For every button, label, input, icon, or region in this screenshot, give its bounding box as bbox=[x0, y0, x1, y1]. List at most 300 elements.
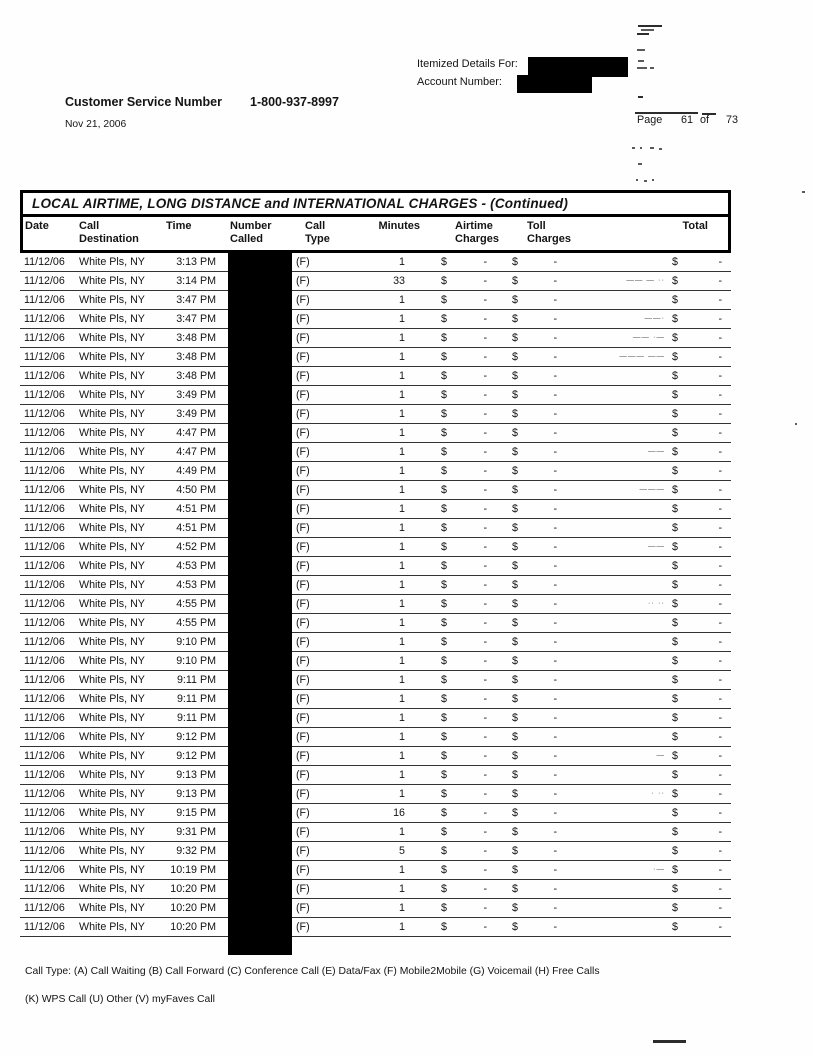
cell-airtime-amount: - bbox=[483, 674, 487, 686]
cell-airtime-currency: $ bbox=[441, 788, 447, 800]
cell-airtime-currency: $ bbox=[441, 674, 447, 686]
cell-total-currency: $ bbox=[672, 522, 678, 534]
cell-airtime-currency: $ bbox=[441, 465, 447, 477]
cell-total-currency: $ bbox=[672, 636, 678, 648]
cell-toll-amount: - bbox=[553, 807, 557, 819]
table-row bbox=[20, 538, 731, 557]
cell-toll-currency: $ bbox=[512, 845, 518, 857]
cell-toll-amount: - bbox=[553, 655, 557, 667]
cell-time: 9:11 PM bbox=[176, 693, 216, 705]
cell-toll-currency: $ bbox=[512, 826, 518, 838]
cell-minutes: 1 bbox=[399, 655, 405, 667]
scan-artifact bbox=[641, 29, 654, 31]
cell-date: 11/12/06 bbox=[24, 807, 65, 819]
cell-total-amount: - bbox=[718, 541, 722, 553]
charges-table bbox=[20, 190, 731, 937]
cell-airtime-amount: - bbox=[483, 579, 487, 591]
table-row bbox=[20, 291, 731, 310]
cell-time: 3:48 PM bbox=[176, 351, 216, 363]
cell-total-amount: - bbox=[718, 902, 722, 914]
table-row bbox=[20, 500, 731, 519]
scan-artifact bbox=[650, 67, 654, 69]
cell-toll-currency: $ bbox=[512, 503, 518, 515]
table-row bbox=[20, 595, 731, 614]
cell-airtime-amount: - bbox=[483, 427, 487, 439]
cell-airtime-currency: $ bbox=[441, 864, 447, 876]
cell-minutes: 1 bbox=[399, 617, 405, 629]
cell-total-currency: $ bbox=[672, 389, 678, 401]
cell-airtime-amount: - bbox=[483, 560, 487, 572]
cell-toll-amount: - bbox=[553, 408, 557, 420]
scan-artifact: —— ·— bbox=[632, 332, 665, 341]
table-row bbox=[20, 348, 731, 367]
cell-total-amount: - bbox=[718, 465, 722, 477]
cell-total-currency: $ bbox=[672, 313, 678, 325]
column-header-call-type: Call Type bbox=[305, 220, 330, 245]
cell-airtime-amount: - bbox=[483, 864, 487, 876]
cell-toll-amount: - bbox=[553, 750, 557, 762]
statement-date: Nov 21, 2006 bbox=[65, 119, 127, 130]
cell-time: 4:51 PM bbox=[176, 522, 216, 534]
cell-toll-currency: $ bbox=[512, 351, 518, 363]
cell-airtime-amount: - bbox=[483, 389, 487, 401]
cell-total-currency: $ bbox=[672, 294, 678, 306]
scan-artifact: ——— bbox=[639, 484, 665, 493]
cell-total-amount: - bbox=[718, 313, 722, 325]
cell-airtime-amount: - bbox=[483, 370, 487, 382]
cell-call-destination: White Pls, NY bbox=[79, 275, 145, 287]
cell-date: 11/12/06 bbox=[24, 275, 65, 287]
cell-toll-currency: $ bbox=[512, 579, 518, 591]
cell-toll-currency: $ bbox=[512, 750, 518, 762]
cell-toll-currency: $ bbox=[512, 256, 518, 268]
cell-total-amount: - bbox=[718, 750, 722, 762]
cell-airtime-currency: $ bbox=[441, 845, 447, 857]
cell-call-destination: White Pls, NY bbox=[79, 750, 145, 762]
cell-airtime-currency: $ bbox=[441, 807, 447, 819]
scan-artifact: ——· bbox=[644, 313, 665, 322]
cell-time: 4:55 PM bbox=[176, 598, 216, 610]
cell-total-amount: - bbox=[718, 769, 722, 781]
cell-minutes: 1 bbox=[399, 693, 405, 705]
cell-total-amount: - bbox=[718, 294, 722, 306]
cell-call-type: (F) bbox=[296, 522, 310, 534]
cell-call-destination: White Pls, NY bbox=[79, 788, 145, 800]
cell-total-currency: $ bbox=[672, 370, 678, 382]
customer-service-number: 1-800-937-8997 bbox=[250, 95, 339, 109]
table-row bbox=[20, 880, 731, 899]
cell-minutes: 1 bbox=[399, 332, 405, 344]
cell-airtime-currency: $ bbox=[441, 579, 447, 591]
cell-call-type: (F) bbox=[296, 370, 310, 382]
cell-total-amount: - bbox=[718, 370, 722, 382]
page-indicator-label: Page bbox=[637, 114, 663, 126]
cell-time: 9:32 PM bbox=[176, 845, 216, 857]
cell-minutes: 1 bbox=[399, 579, 405, 591]
column-header-time: Time bbox=[166, 220, 192, 232]
cell-toll-amount: - bbox=[553, 712, 557, 724]
cell-date: 11/12/06 bbox=[24, 522, 65, 534]
cell-total-amount: - bbox=[718, 712, 722, 724]
scan-artifact bbox=[632, 147, 635, 149]
cell-toll-amount: - bbox=[553, 313, 557, 325]
cell-call-type: (F) bbox=[296, 636, 310, 648]
table-row bbox=[20, 614, 731, 633]
cell-time: 4:53 PM bbox=[176, 579, 216, 591]
itemized-details-label: Itemized Details For: bbox=[417, 58, 518, 70]
cell-call-destination: White Pls, NY bbox=[79, 769, 145, 781]
cell-call-destination: White Pls, NY bbox=[79, 807, 145, 819]
table-row bbox=[20, 918, 731, 937]
cell-time: 4:47 PM bbox=[176, 446, 216, 458]
cell-date: 11/12/06 bbox=[24, 541, 65, 553]
cell-airtime-amount: - bbox=[483, 446, 487, 458]
cell-minutes: 1 bbox=[399, 769, 405, 781]
cell-minutes: 1 bbox=[399, 522, 405, 534]
cell-toll-currency: $ bbox=[512, 408, 518, 420]
charges-table-head bbox=[20, 190, 731, 253]
cell-time: 9:15 PM bbox=[176, 807, 216, 819]
column-header-call-destination: Call Destination bbox=[79, 220, 139, 245]
cell-toll-currency: $ bbox=[512, 275, 518, 287]
cell-total-currency: $ bbox=[672, 845, 678, 857]
cell-toll-amount: - bbox=[553, 560, 557, 572]
scan-artifact bbox=[637, 49, 645, 51]
cell-toll-currency: $ bbox=[512, 446, 518, 458]
cell-minutes: 5 bbox=[399, 845, 405, 857]
cell-toll-amount: - bbox=[553, 389, 557, 401]
cell-airtime-amount: - bbox=[483, 655, 487, 667]
cell-total-currency: $ bbox=[672, 693, 678, 705]
cell-time: 3:14 PM bbox=[176, 275, 216, 287]
table-row bbox=[20, 557, 731, 576]
cell-call-destination: White Pls, NY bbox=[79, 465, 145, 477]
cell-minutes: 1 bbox=[399, 256, 405, 268]
column-header-total: Total bbox=[682, 220, 708, 232]
table-row bbox=[20, 253, 731, 272]
cell-total-currency: $ bbox=[672, 465, 678, 477]
table-row bbox=[20, 481, 731, 500]
cell-airtime-currency: $ bbox=[441, 731, 447, 743]
cell-toll-amount: - bbox=[553, 883, 557, 895]
cell-total-currency: $ bbox=[672, 598, 678, 610]
scan-artifact bbox=[638, 163, 642, 165]
table-row bbox=[20, 633, 731, 652]
cell-call-destination: White Pls, NY bbox=[79, 864, 145, 876]
scan-artifact bbox=[644, 180, 647, 182]
cell-airtime-amount: - bbox=[483, 522, 487, 534]
cell-date: 11/12/06 bbox=[24, 256, 65, 268]
cell-minutes: 1 bbox=[399, 313, 405, 325]
cell-total-amount: - bbox=[718, 693, 722, 705]
cell-date: 11/12/06 bbox=[24, 427, 65, 439]
cell-airtime-currency: $ bbox=[441, 427, 447, 439]
cell-call-destination: White Pls, NY bbox=[79, 351, 145, 363]
scan-artifact: ·— bbox=[653, 864, 665, 873]
cell-toll-amount: - bbox=[553, 921, 557, 933]
table-row bbox=[20, 785, 731, 804]
cell-call-destination: White Pls, NY bbox=[79, 921, 145, 933]
cell-call-type: (F) bbox=[296, 332, 310, 344]
cell-total-currency: $ bbox=[672, 674, 678, 686]
cell-minutes: 1 bbox=[399, 902, 405, 914]
table-row bbox=[20, 329, 731, 348]
cell-date: 11/12/06 bbox=[24, 674, 65, 686]
cell-call-type: (F) bbox=[296, 541, 310, 553]
cell-toll-currency: $ bbox=[512, 902, 518, 914]
cell-date: 11/12/06 bbox=[24, 598, 65, 610]
cell-date: 11/12/06 bbox=[24, 769, 65, 781]
cell-airtime-currency: $ bbox=[441, 408, 447, 420]
cell-toll-amount: - bbox=[553, 503, 557, 515]
cell-total-amount: - bbox=[718, 484, 722, 496]
cell-airtime-amount: - bbox=[483, 465, 487, 477]
scan-artifact: — bbox=[656, 750, 665, 759]
cell-total-amount: - bbox=[718, 256, 722, 268]
cell-total-currency: $ bbox=[672, 769, 678, 781]
table-row bbox=[20, 728, 731, 747]
page-number: 61 bbox=[681, 114, 694, 126]
table-row bbox=[20, 671, 731, 690]
cell-toll-amount: - bbox=[553, 427, 557, 439]
cell-call-type: (F) bbox=[296, 313, 310, 325]
cell-airtime-currency: $ bbox=[441, 275, 447, 287]
cell-call-type: (F) bbox=[296, 750, 310, 762]
cell-toll-currency: $ bbox=[512, 788, 518, 800]
cell-minutes: 1 bbox=[399, 427, 405, 439]
cell-minutes: 1 bbox=[399, 826, 405, 838]
cell-date: 11/12/06 bbox=[24, 921, 65, 933]
cell-minutes: 16 bbox=[393, 807, 405, 819]
cell-toll-currency: $ bbox=[512, 731, 518, 743]
cell-call-destination: White Pls, NY bbox=[79, 294, 145, 306]
cell-total-currency: $ bbox=[672, 712, 678, 724]
cell-total-currency: $ bbox=[672, 332, 678, 344]
cell-minutes: 1 bbox=[399, 351, 405, 363]
cell-date: 11/12/06 bbox=[24, 883, 65, 895]
cell-date: 11/12/06 bbox=[24, 503, 65, 515]
cell-toll-currency: $ bbox=[512, 769, 518, 781]
table-row bbox=[20, 861, 731, 880]
scan-artifact bbox=[652, 179, 654, 181]
cell-minutes: 1 bbox=[399, 788, 405, 800]
table-row bbox=[20, 519, 731, 538]
cell-toll-currency: $ bbox=[512, 883, 518, 895]
cell-date: 11/12/06 bbox=[24, 693, 65, 705]
table-row bbox=[20, 709, 731, 728]
cell-time: 9:12 PM bbox=[176, 731, 216, 743]
cell-minutes: 1 bbox=[399, 560, 405, 572]
cell-total-currency: $ bbox=[672, 617, 678, 629]
cell-time: 3:48 PM bbox=[176, 332, 216, 344]
cell-call-destination: White Pls, NY bbox=[79, 712, 145, 724]
scan-artifact bbox=[659, 148, 662, 150]
cell-airtime-currency: $ bbox=[441, 560, 447, 572]
cell-call-type: (F) bbox=[296, 465, 310, 477]
cell-call-type: (F) bbox=[296, 655, 310, 667]
cell-airtime-currency: $ bbox=[441, 902, 447, 914]
cell-toll-amount: - bbox=[553, 788, 557, 800]
cell-toll-currency: $ bbox=[512, 712, 518, 724]
cell-total-amount: - bbox=[718, 446, 722, 458]
cell-minutes: 1 bbox=[399, 731, 405, 743]
cell-airtime-currency: $ bbox=[441, 921, 447, 933]
cell-total-amount: - bbox=[718, 408, 722, 420]
cell-call-destination: White Pls, NY bbox=[79, 655, 145, 667]
cell-toll-amount: - bbox=[553, 598, 557, 610]
cell-call-type: (F) bbox=[296, 427, 310, 439]
cell-airtime-amount: - bbox=[483, 541, 487, 553]
cell-total-currency: $ bbox=[672, 826, 678, 838]
cell-date: 11/12/06 bbox=[24, 750, 65, 762]
cell-toll-amount: - bbox=[553, 693, 557, 705]
scan-artifact bbox=[795, 423, 797, 425]
cell-minutes: 1 bbox=[399, 541, 405, 553]
cell-call-type: (F) bbox=[296, 579, 310, 591]
cell-total-amount: - bbox=[718, 807, 722, 819]
cell-total-amount: - bbox=[718, 579, 722, 591]
column-header-toll-charges: Toll Charges bbox=[527, 220, 572, 245]
scan-artifact bbox=[640, 147, 642, 149]
cell-toll-currency: $ bbox=[512, 560, 518, 572]
cell-call-destination: White Pls, NY bbox=[79, 408, 145, 420]
cell-total-amount: - bbox=[718, 826, 722, 838]
cell-time: 9:13 PM bbox=[176, 769, 216, 781]
cell-toll-amount: - bbox=[553, 845, 557, 857]
cell-toll-amount: - bbox=[553, 256, 557, 268]
redaction-bar-number-called bbox=[228, 253, 292, 955]
cell-call-type: (F) bbox=[296, 788, 310, 800]
cell-total-currency: $ bbox=[672, 921, 678, 933]
scan-artifact bbox=[638, 25, 662, 27]
cell-toll-currency: $ bbox=[512, 807, 518, 819]
cell-time: 10:20 PM bbox=[170, 883, 216, 895]
cell-airtime-amount: - bbox=[483, 275, 487, 287]
cell-time: 4:50 PM bbox=[176, 484, 216, 496]
cell-time: 4:51 PM bbox=[176, 503, 216, 515]
cell-total-currency: $ bbox=[672, 408, 678, 420]
cell-call-type: (F) bbox=[296, 503, 310, 515]
cell-date: 11/12/06 bbox=[24, 845, 65, 857]
table-row bbox=[20, 652, 731, 671]
cell-call-destination: White Pls, NY bbox=[79, 256, 145, 268]
cell-toll-currency: $ bbox=[512, 636, 518, 648]
cell-call-destination: White Pls, NY bbox=[79, 826, 145, 838]
page-total: 73 bbox=[726, 114, 739, 126]
page-of-label: of bbox=[700, 114, 710, 126]
cell-minutes: 1 bbox=[399, 864, 405, 876]
cell-airtime-currency: $ bbox=[441, 598, 447, 610]
cell-toll-amount: - bbox=[553, 902, 557, 914]
cell-call-type: (F) bbox=[296, 408, 310, 420]
cell-call-type: (F) bbox=[296, 826, 310, 838]
cell-time: 3:13 PM bbox=[176, 256, 216, 268]
cell-call-destination: White Pls, NY bbox=[79, 579, 145, 591]
cell-toll-currency: $ bbox=[512, 332, 518, 344]
cell-call-destination: White Pls, NY bbox=[79, 883, 145, 895]
scan-artifact: ·· ·· bbox=[647, 598, 665, 607]
cell-minutes: 1 bbox=[399, 503, 405, 515]
cell-airtime-amount: - bbox=[483, 769, 487, 781]
cell-time: 4:47 PM bbox=[176, 427, 216, 439]
cell-total-amount: - bbox=[718, 389, 722, 401]
table-row bbox=[20, 386, 731, 405]
cell-total-currency: $ bbox=[672, 731, 678, 743]
cell-airtime-currency: $ bbox=[441, 826, 447, 838]
cell-call-type: (F) bbox=[296, 446, 310, 458]
cell-total-currency: $ bbox=[672, 864, 678, 876]
cell-time: 10:20 PM bbox=[170, 921, 216, 933]
scan-artifact bbox=[653, 1040, 686, 1043]
call-type-legend-line2: (K) WPS Call (U) Other (V) myFaves Call bbox=[25, 994, 215, 1005]
cell-toll-currency: $ bbox=[512, 655, 518, 667]
cell-minutes: 1 bbox=[399, 712, 405, 724]
cell-airtime-amount: - bbox=[483, 332, 487, 344]
cell-call-type: (F) bbox=[296, 807, 310, 819]
cell-total-amount: - bbox=[718, 617, 722, 629]
cell-airtime-currency: $ bbox=[441, 655, 447, 667]
cell-total-amount: - bbox=[718, 788, 722, 800]
cell-date: 11/12/06 bbox=[24, 446, 65, 458]
cell-total-amount: - bbox=[718, 598, 722, 610]
cell-call-type: (F) bbox=[296, 921, 310, 933]
table-row bbox=[20, 462, 731, 481]
cell-date: 11/12/06 bbox=[24, 864, 65, 876]
cell-toll-amount: - bbox=[553, 351, 557, 363]
column-header-airtime-charges: Airtime Charges bbox=[455, 220, 500, 245]
cell-airtime-currency: $ bbox=[441, 712, 447, 724]
cell-airtime-amount: - bbox=[483, 617, 487, 629]
cell-total-currency: $ bbox=[672, 256, 678, 268]
cell-minutes: 1 bbox=[399, 921, 405, 933]
redaction-account-number-value bbox=[517, 75, 592, 93]
cell-toll-amount: - bbox=[553, 275, 557, 287]
cell-toll-currency: $ bbox=[512, 370, 518, 382]
cell-minutes: 1 bbox=[399, 883, 405, 895]
cell-time: 4:52 PM bbox=[176, 541, 216, 553]
cell-toll-currency: $ bbox=[512, 617, 518, 629]
cell-date: 11/12/06 bbox=[24, 370, 65, 382]
cell-airtime-amount: - bbox=[483, 826, 487, 838]
cell-airtime-amount: - bbox=[483, 807, 487, 819]
cell-airtime-currency: $ bbox=[441, 503, 447, 515]
cell-date: 11/12/06 bbox=[24, 636, 65, 648]
cell-toll-amount: - bbox=[553, 446, 557, 458]
cell-call-destination: White Pls, NY bbox=[79, 332, 145, 344]
cell-toll-currency: $ bbox=[512, 864, 518, 876]
cell-airtime-currency: $ bbox=[441, 484, 447, 496]
cell-toll-currency: $ bbox=[512, 693, 518, 705]
cell-call-destination: White Pls, NY bbox=[79, 313, 145, 325]
cell-call-type: (F) bbox=[296, 256, 310, 268]
cell-airtime-currency: $ bbox=[441, 883, 447, 895]
cell-toll-currency: $ bbox=[512, 522, 518, 534]
cell-toll-amount: - bbox=[553, 332, 557, 344]
cell-airtime-currency: $ bbox=[441, 541, 447, 553]
cell-call-type: (F) bbox=[296, 731, 310, 743]
cell-airtime-currency: $ bbox=[441, 313, 447, 325]
charges-table-title: LOCAL AIRTIME, LONG DISTANCE and INTERNATIONAL CHARGES - (Continued) bbox=[23, 193, 728, 217]
cell-time: 4:53 PM bbox=[176, 560, 216, 572]
cell-airtime-currency: $ bbox=[441, 332, 447, 344]
cell-time: 3:48 PM bbox=[176, 370, 216, 382]
cell-toll-amount: - bbox=[553, 731, 557, 743]
cell-total-amount: - bbox=[718, 275, 722, 287]
cell-total-amount: - bbox=[718, 332, 722, 344]
cell-call-destination: White Pls, NY bbox=[79, 560, 145, 572]
scan-artifact: —— bbox=[648, 446, 665, 455]
cell-total-currency: $ bbox=[672, 484, 678, 496]
